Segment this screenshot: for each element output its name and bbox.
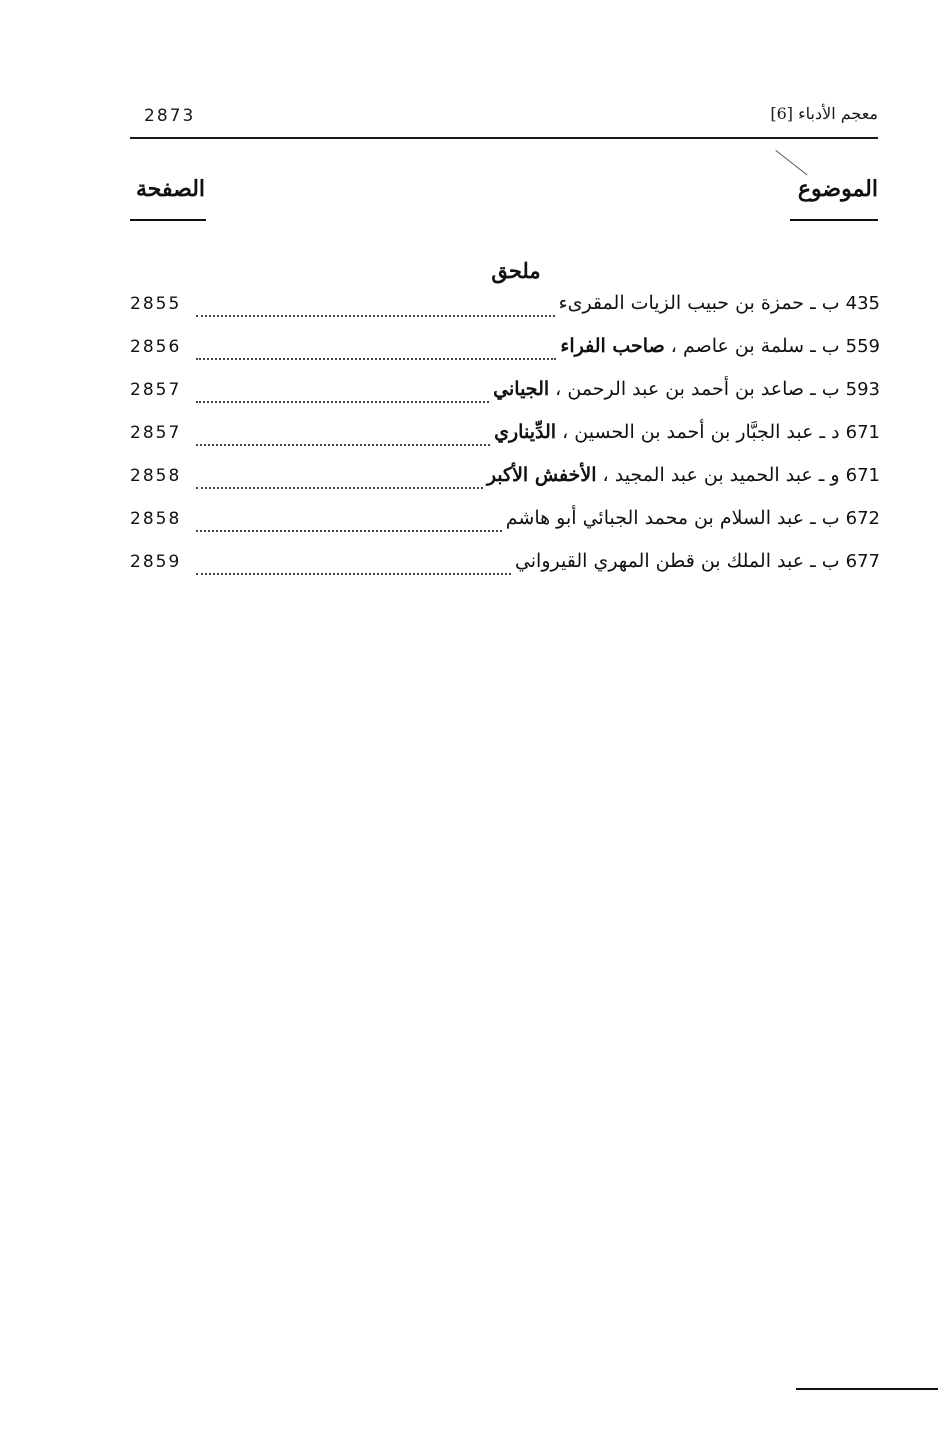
- entry-bold-text: الجياني: [493, 378, 550, 400]
- entry-bold-text: صاحب الفراء: [560, 335, 665, 357]
- entry-title: [506, 507, 880, 529]
- entry-text: ب ـ عبد الملك بن قطن المهري القيرواني: [514, 550, 840, 572]
- entry-title: [515, 550, 880, 572]
- toc-entry[interactable]: [130, 378, 880, 421]
- section-title: ملحق: [491, 258, 541, 283]
- entry-text: و ـ عبد الحميد بن عبد المجيد ،: [596, 464, 840, 486]
- entry-number: 671: [845, 422, 880, 443]
- toc-entry[interactable]: [130, 507, 880, 550]
- page-number: 2873: [144, 106, 196, 126]
- dot-leader: [196, 487, 483, 489]
- entry-page: 2859: [130, 552, 182, 572]
- entry-text: ب ـ عبد السلام بن محمد الجبائي أبو هاشم: [505, 507, 840, 529]
- entry-text: ب ـ حمزة بن حبيب الزيات المقرىء: [558, 292, 840, 314]
- entry-title: [559, 292, 880, 314]
- entry-page: 2858: [130, 466, 182, 486]
- entry-title: [494, 421, 880, 443]
- entry-number: 593: [845, 379, 880, 400]
- entry-text: ب ـ صاعد بن أحمد بن عبد الرحمن ،: [549, 378, 840, 400]
- toc-entry[interactable]: [130, 421, 880, 464]
- entry-title: [487, 464, 880, 486]
- book-title: معجم الأدباء [6]: [770, 104, 878, 123]
- entry-page: 2858: [130, 509, 182, 529]
- toc-entry[interactable]: [130, 464, 880, 507]
- entry-page: 2856: [130, 337, 182, 357]
- dot-leader: [196, 530, 502, 532]
- header-rule: [130, 137, 878, 139]
- entry-text: ب ـ سلمة بن عاصم ،: [664, 335, 840, 357]
- entry-page: 2857: [130, 380, 182, 400]
- topic-column-heading: الموضوع: [797, 176, 878, 202]
- entry-number: 672: [845, 508, 880, 529]
- dot-leader: [196, 444, 490, 446]
- stray-mark: [775, 150, 807, 175]
- toc-entries: [130, 292, 880, 593]
- dot-leader: [196, 358, 556, 360]
- toc-entry[interactable]: [130, 550, 880, 593]
- entry-page: 2857: [130, 423, 182, 443]
- entry-number: 671: [845, 465, 880, 486]
- toc-entry[interactable]: [130, 292, 880, 335]
- entry-bold-text: الدِّيناري: [494, 421, 557, 443]
- entry-number: 559: [845, 336, 880, 357]
- running-head: [130, 104, 878, 132]
- entry-text: د ـ عبد الجبَّار بن أحمد بن الحسين ،: [556, 421, 840, 443]
- toc-entry[interactable]: [130, 335, 880, 378]
- page-heading-rule: [130, 219, 206, 221]
- dot-leader: [196, 573, 511, 575]
- entry-bold-text: الأخفش الأكبر: [486, 464, 597, 486]
- entry-title: [560, 335, 880, 357]
- footer-rule: [796, 1388, 938, 1390]
- dot-leader: [196, 315, 555, 317]
- topic-heading-rule: [790, 219, 878, 221]
- entry-number: 677: [845, 551, 880, 572]
- dot-leader: [196, 401, 489, 403]
- page-column-heading: الصفحة: [136, 176, 206, 202]
- entry-page: 2855: [130, 294, 182, 314]
- entry-title: [493, 378, 880, 400]
- entry-number: 435: [845, 293, 880, 314]
